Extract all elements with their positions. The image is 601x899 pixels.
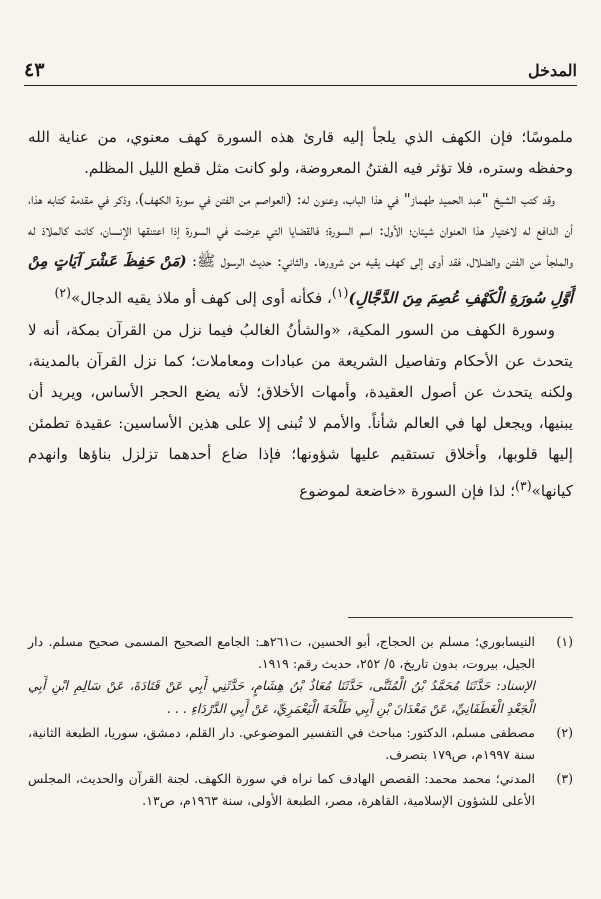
footnote-1 (28, 631, 573, 720)
running-head: المدخل (528, 60, 577, 80)
footnote-number: (١) (556, 634, 573, 649)
footnote-ref-1: (١) (331, 285, 349, 301)
paragraph-3 (28, 315, 573, 508)
footnote-number: (٢) (556, 724, 573, 740)
page-number: ٤٣ (24, 59, 45, 81)
footnote-text: النيسابوري؛ مسلم بن الحجاج، أبو الحسين، ت٢٦١هـ: الجامع الصحيح المسمى صحيح مسلم. دار الجيل، بيروت، بدون تاريخ، ٥/ ٢٥٢، حديث رقم: ١٩١٩. (28, 634, 535, 672)
footnote-ref-2: (٢) (54, 285, 72, 301)
footnotes (28, 631, 573, 815)
paragraph-2-text: وقد كتب الشيخ "عبد الحميد طهماز" في هذا الباب، وعنون له: (العواصم من الفتن في سورة الكهف)، وذكر في مقدمة كتابه هذا، أن الدافع له لاختيار هذا العنوان شيئان؛ الأول: اسم السورة؛ فالقضايا التي عرضت في السورة إذا اعتنقها الإنسان، كانت كالملاذ له والملجأ من الفتن والضلال، فقد أوى إلى كهف يقيه من شرورها. والثاني: حديث الرسول ﷺ: (28, 190, 573, 271)
footnote-3 (28, 768, 573, 812)
footnote-ref-3: (٣) (515, 478, 532, 494)
footnote-number: (٣) (556, 771, 573, 787)
paragraph-1: ملموسًا؛ فإن الكهف الذي يلجأ إليه قارئ هذه السورة كهف معنوي، من عناية الله وحفظه وستره، فلا تؤثر فيه الفتنُ المعروضة، ولو كانت مثل قطع الليل المظلم. (28, 128, 573, 178)
main-text (28, 122, 573, 507)
paragraph-3-tail: ؛ لذا فإن السورة «خاضعة لموضوع (299, 482, 516, 501)
paragraph-2-tail: ، فكأنه أوى إلى كهف أو ملاذ يقيه الدجال» (71, 289, 332, 308)
footnote-2 (28, 722, 573, 766)
paragraph-2 (28, 184, 573, 314)
footnote-divider (348, 617, 573, 618)
paragraph-3-text: وسورة الكهف من السور المكية، «والشأنُ الغالبُ فيما نزل من القرآن بمكة، أنه لا يتحدث عن الأحكام وتفاصيل الشريعة من عبادات ومعاملات؛ كما نزل القرآن بالمدينة، ولكنه يتحدث عن أصول العقيدة، وأمهات الأخلاق؛ لأنه يضع الحجر الأساس، ويريد أن يبنيها، ويجعل لها في العالم شأناً. والأمم لا تُبنى إلا على هذين الأساسين: عقيدة تطمئن إليها قلوبها، وأخلاق تستقيم عليها شؤونها؛ فإذا ضاع أحدهما تزلزل بناؤها وانهدم كيانها» (28, 320, 573, 501)
footnote-text: مصطفى مسلم، الدكتور: مباحث في التفسير الموضوعي. دار القلم، دمشق، سوريا، الطبعة الثانية، سنة ١٩٩٧م، ص١٧٩ بتصرف. (28, 724, 535, 763)
page-header (24, 55, 577, 86)
hadith-quote: (مَنْ حَفِظَ عَشْرَ آيَاتٍ مِنْ أَوَّلِ سُورَةِ الْكَهْفِ عُصِمَ مِنَ الدَّجَّالِ) (28, 252, 573, 308)
footnote-text: المدني؛ محمد محمد: القصص الهادف كما نراه في سورة الكهف. لجنة القرآن والحديث، المجلس الأعلى للشؤون الإسلامية، القاهرة، مصر، الطبعة الأولى، سنة ١٩٦٣م، ص١٣. (28, 771, 535, 809)
footnote-isnad: الإسناد: حَدَّثَنَا مُحَمَّدُ بْنُ الْمُثَنَّى، حَدَّثَنَا مُعَاذُ بْنُ هِشَامٍ، حَدَّثَنِي أَبِي عَنْ قَتَادَةَ، عَنْ سَالِمِ ابْنِ أَبِي الْجَعْدِ الْغَطَفَانِيِّ، عَنْ مَعْدَانَ بْنِ أَبِي طَلْحَةَ الْيَعْمَرِيِّ، عَنْ أَبِي الدَّرْدَاءِ . . . (28, 678, 535, 716)
